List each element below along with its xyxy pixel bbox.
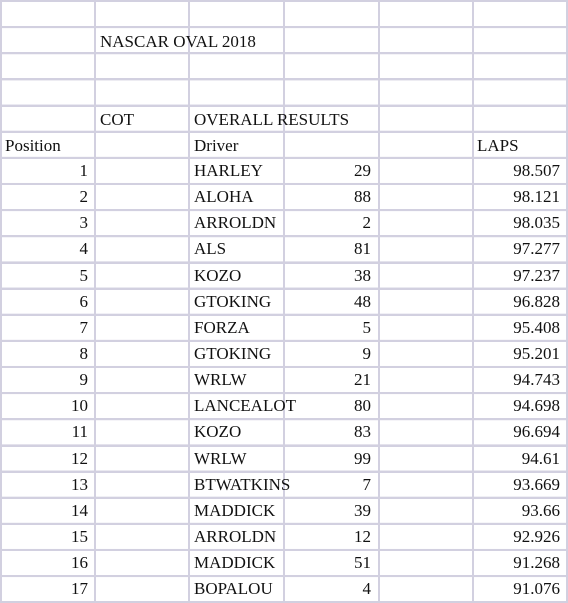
cell-car-number[interactable]: 51 — [354, 553, 371, 572]
cell-position[interactable]: 15 — [71, 527, 88, 546]
cell-driver[interactable]: KOZO — [194, 266, 242, 285]
cell-position[interactable]: 11 — [71, 422, 88, 441]
cell-car-number[interactable]: 5 — [362, 318, 371, 337]
column-divider — [378, 0, 380, 603]
cell-laps[interactable]: 92.926 — [513, 527, 560, 546]
cell-laps[interactable]: 96.828 — [513, 292, 560, 311]
cell-laps[interactable]: 94.743 — [513, 370, 560, 389]
cell-position[interactable]: 6 — [79, 292, 88, 311]
header-driver[interactable]: Driver — [194, 136, 239, 155]
cell-car-number[interactable]: 99 — [354, 449, 371, 468]
cell-driver[interactable]: ARROLDN — [194, 213, 277, 232]
cell-driver[interactable]: LANCEALOT — [194, 396, 296, 415]
cell-car-number[interactable]: 39 — [354, 501, 371, 520]
cell-laps[interactable]: 98.035 — [513, 213, 560, 232]
cell-laps[interactable]: 96.694 — [513, 422, 560, 441]
cell-car-number[interactable]: 2 — [362, 213, 371, 232]
cell-car-number[interactable]: 80 — [354, 396, 371, 415]
cell-position[interactable]: 16 — [71, 553, 88, 572]
cell-laps[interactable]: 98.121 — [513, 187, 560, 206]
cell-driver[interactable]: MADDICK — [194, 553, 276, 572]
cell-laps[interactable]: 93.669 — [513, 475, 560, 494]
cell-driver[interactable]: BOPALOU — [194, 579, 273, 598]
cell-driver[interactable]: BTWATKINS — [194, 475, 291, 494]
cell-laps[interactable]: 94.698 — [513, 396, 560, 415]
cell-driver[interactable]: WRLW — [194, 449, 247, 468]
cell-driver[interactable]: ALOHA — [194, 187, 254, 206]
cell-driver[interactable]: GTOKING — [194, 292, 272, 311]
cell-position[interactable]: 4 — [79, 239, 88, 258]
cell-driver[interactable]: KOZO — [194, 422, 242, 441]
cell-driver[interactable]: GTOKING — [194, 344, 272, 363]
cell-laps[interactable]: 94.61 — [521, 449, 560, 468]
cell-car-number[interactable]: 81 — [354, 239, 371, 258]
column-divider — [94, 0, 96, 603]
cell-position[interactable]: 10 — [71, 396, 88, 415]
cell-position[interactable]: 2 — [79, 187, 88, 206]
cot-label[interactable]: COT — [100, 110, 134, 129]
cell-laps[interactable]: 91.076 — [513, 579, 560, 598]
cell-driver[interactable]: WRLW — [194, 370, 247, 389]
cell-position[interactable]: 5 — [79, 266, 88, 285]
cell-car-number[interactable]: 29 — [354, 161, 371, 180]
header-position[interactable]: Position — [5, 136, 61, 155]
cell-car-number[interactable]: 7 — [362, 475, 371, 494]
cell-position[interactable]: 7 — [79, 318, 88, 337]
overall-results-label[interactable]: OVERALL RESULTS — [194, 110, 350, 129]
cell-position[interactable]: 12 — [71, 449, 88, 468]
cell-driver[interactable]: ARROLDN — [194, 527, 277, 546]
row-divider — [0, 0, 568, 2]
cell-car-number[interactable]: 12 — [354, 527, 371, 546]
cell-car-number[interactable]: 83 — [354, 422, 371, 441]
cell-laps[interactable]: 98.507 — [513, 161, 560, 180]
cell-car-number[interactable]: 38 — [354, 266, 371, 285]
cell-position[interactable]: 8 — [79, 344, 88, 363]
cell-laps[interactable]: 95.201 — [513, 344, 560, 363]
cell-driver[interactable]: FORZA — [194, 318, 250, 337]
cell-car-number[interactable]: 48 — [354, 292, 371, 311]
cell-car-number[interactable]: 4 — [362, 579, 371, 598]
cell-laps[interactable]: 91.268 — [513, 553, 560, 572]
cell-car-number[interactable]: 21 — [354, 370, 371, 389]
header-laps[interactable]: LAPS — [477, 136, 519, 155]
cell-position[interactable]: 1 — [79, 161, 88, 180]
cell-position[interactable]: 3 — [79, 213, 88, 232]
cell-position[interactable]: 17 — [71, 579, 88, 598]
cell-position[interactable]: 9 — [79, 370, 88, 389]
cell-laps[interactable]: 97.277 — [513, 239, 560, 258]
cell-position[interactable]: 14 — [71, 501, 88, 520]
row-divider — [0, 78, 568, 80]
sheet-title[interactable]: NASCAR OVAL 2018 — [100, 32, 256, 51]
cell-laps[interactable]: 97.237 — [513, 266, 560, 285]
cell-driver[interactable]: MADDICK — [194, 501, 276, 520]
cell-car-number[interactable]: 88 — [354, 187, 371, 206]
cell-laps[interactable]: 93.66 — [521, 501, 560, 520]
cell-laps[interactable]: 95.408 — [513, 318, 560, 337]
cell-car-number[interactable]: 9 — [362, 344, 371, 363]
cell-driver[interactable]: ALS — [194, 239, 227, 258]
cell-driver[interactable]: HARLEY — [194, 161, 263, 180]
cell-position[interactable]: 13 — [71, 475, 88, 494]
